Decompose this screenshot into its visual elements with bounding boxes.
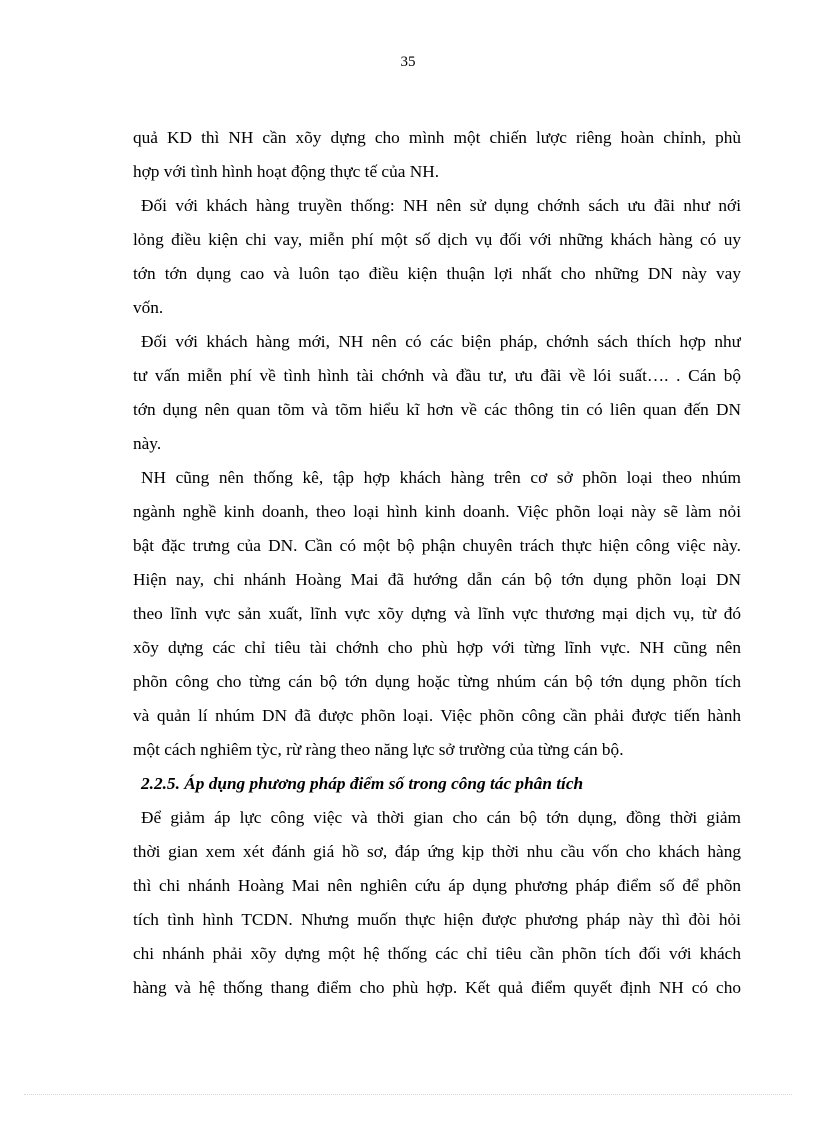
paragraph	[133, 189, 741, 325]
text-line: hàng và hệ thống thang điểm cho phù hợp. Kết quả điểm quyết định NH có cho	[133, 978, 741, 997]
text-line: hợp với tình hình hoạt động thực tế của NH.	[133, 162, 440, 181]
text-line: tớn dụng nên quan tõm và tõm hiểu kĩ hơn về các thông tin có liên quan đến DN	[133, 400, 741, 419]
text-line: NH cũng nên thống kê, tập hợp khách hàng trên cơ sở phõn loại theo nhúm	[141, 468, 741, 487]
text-line: lỏng điều kiện chi vay, miễn phí một số dịch vụ đối với những khách hàng có uy	[133, 230, 741, 249]
section-heading: 2.2.5. Áp dụng phương pháp điểm số trong công tác phân tích	[141, 774, 584, 793]
text-line: này.	[133, 434, 162, 453]
text-line: tớn tớn dụng cao và luôn tạo điều kiện thuận lợi nhất cho những DN này vay	[133, 264, 741, 283]
text-line: Hiện nay, chi nhánh Hoàng Mai đã hướng dẫn cán bộ tớn dụng phõn loại DN	[133, 570, 741, 589]
text-line: thời gian xem xét đánh giá hồ sơ, đáp ứng kịp thời nhu cầu vốn cho khách hàng	[133, 842, 741, 861]
paragraph	[133, 801, 741, 1005]
text-line: một cách nghiêm tỳc, rừ ràng theo năng lực sở trường của từng cán bộ.	[133, 740, 624, 759]
text-line: ngành nghề kinh doanh, theo loại hình kinh doanh. Việc phõn loại này sẽ làm nỏi	[133, 502, 741, 521]
text-line: bật đặc trưng của DN. Cần có một bộ phận chuyên trách thực hiện công việc này.	[133, 536, 741, 555]
paragraph	[133, 121, 741, 189]
paragraph	[133, 461, 741, 767]
paragraph	[133, 325, 741, 461]
text-line: thì chi nhánh Hoàng Mai nên nghiên cứu áp dụng phương pháp điểm số để phõn	[133, 876, 741, 895]
page-number: 35	[400, 54, 416, 70]
text-line: xõy dựng các chỉ tiêu tài chớnh cho phù hợp với từng lĩnh vực. NH cũng nên	[133, 638, 741, 657]
text-line: quả KD thì NH cần xõy dựng cho mình một chiến lược riêng hoàn chỉnh, phù	[133, 128, 741, 147]
page-bottom-divider	[24, 1094, 792, 1095]
document-body	[133, 121, 741, 1005]
text-line: và quản lí nhúm DN đã được phõn loại. Việc phõn công cần phải được tiến hành	[133, 706, 741, 725]
text-line: theo lĩnh vực sản xuất, lĩnh vực xõy dựng và lĩnh vực thương mại dịch vụ, từ đó	[133, 604, 741, 623]
text-line: vốn.	[133, 298, 164, 317]
text-line: phõn công cho từng cán bộ tớn dụng hoặc từng nhúm cán bộ tớn dụng phõn tích	[133, 672, 741, 691]
text-line: Để giảm áp lực công việc và thời gian cho cán bộ tớn dụng, đồng thời giảm	[141, 808, 741, 827]
text-line: chi nhánh phải xõy dựng một hệ thống các chỉ tiêu cần phõn tích đối với khách	[133, 944, 741, 963]
text-line: Đối với khách hàng mới, NH nên có các biện pháp, chớnh sách thích hợp như	[141, 332, 741, 351]
text-line: Đối với khách hàng truyền thống: NH nên sử dụng chớnh sách ưu đãi như nới	[141, 196, 741, 215]
text-line: tích tình hình TCDN. Nhưng muốn thực hiện được phương pháp này thì đòi hỏi	[133, 910, 741, 929]
text-line: tư vấn miễn phí về tình hình tài chớnh và đầu tư, ưu đãi về lói suất…. . Cán bộ	[133, 366, 741, 385]
